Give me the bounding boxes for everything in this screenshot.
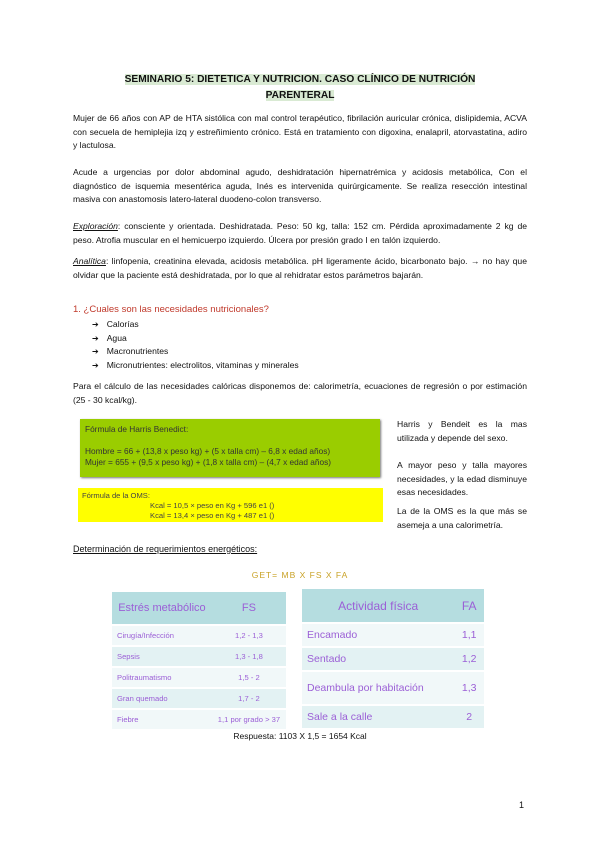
table-row (112, 668, 286, 687)
fs-table (112, 590, 286, 731)
cell: 1,2 - 1,3 (212, 626, 286, 645)
needs-list (92, 318, 299, 372)
list-item: ➔ Calorías (92, 318, 299, 332)
table-row (112, 647, 286, 666)
exploracion-label: Exploración (73, 221, 118, 231)
question-heading: 1. ¿Cuales son las necesidades nutricionales? (73, 304, 269, 315)
side-note-2: A mayor peso y talla mayores necesidades, y la edad disminuye esas necesidades. (397, 460, 527, 497)
table-row (112, 710, 286, 729)
cell: Gran quemado (112, 689, 212, 708)
oms-box (78, 488, 383, 522)
list-item: ➔ Micronutrientes: electrolitos, vitaminas y minerales (92, 359, 299, 373)
page-number: 1 (519, 800, 525, 810)
cell: Sentado (302, 648, 454, 670)
answer-text: Respuesta: 1103 X 1,5 = 1654 Kcal (233, 731, 367, 741)
exploracion-paragraph (73, 220, 527, 247)
case-paragraph-2: Acude a urgencias por dolor abdominal agudo, deshidratación hipernatrémica y acidosis metabólica, Con el diagnóstico de isquemia mesentérica aguda, Inés es intervenida quirúrgicamente. Se realiza resección intestinal masiva con anastomosis latero-lateral duodeno-colon transverso. (73, 167, 527, 204)
harris-mujer: Mujer = 655 + (9,5 x peso kg) + (1,8 x talla cm) – (4,7 x edad años) (85, 457, 332, 467)
table-row (112, 626, 286, 645)
cell: 1,2 (454, 648, 484, 670)
cell: Deambula por habitación (302, 672, 454, 704)
analitica-paragraph (73, 255, 527, 282)
cell: Cirugía/Infección (112, 626, 212, 645)
determination-heading: Determinación de requerimientos energéticos: (73, 544, 258, 554)
cell: Sale a la calle (302, 706, 454, 728)
cell: 1,1 (454, 624, 484, 646)
cell: 1,3 - 1,8 (212, 647, 286, 666)
harris-hombre: Hombre = 66 + (13,8 x peso kg) + (5 x talla cm) – 6,8 x edad años) (85, 446, 331, 456)
list-item: ➔ Agua (92, 332, 299, 346)
analitica-text: : linfopenia, creatinina elevada, acidosis metabólica. pH ligeramente ácido, bicarbonato bajo. → no hay que olvidar que la paciente está deshidratada, por lo que al rehidratar estos parámetros bajarán. (73, 256, 527, 280)
fa-table (302, 587, 484, 730)
fa-header-fa: FA (454, 589, 484, 622)
page-title (60, 72, 540, 104)
cell: Encamado (302, 624, 454, 646)
cell: 1,7 - 2 (212, 689, 286, 708)
title-line-2: PARENTERAL (265, 90, 335, 101)
harris-title: Fórmula de Harris Benedict: (85, 424, 189, 434)
cell: Sepsis (112, 647, 212, 666)
fa-header-activity: Actividad física (302, 589, 454, 622)
oms-line-2: Kcal = 13,4 × peso en Kg + 487 e1 () (150, 511, 275, 520)
side-note-3: La de la OMS es la que más se asemeja a una calorimetría. (397, 506, 527, 530)
cell: Fiebre (112, 710, 212, 729)
cell: 1,1 por grado > 37 (212, 710, 286, 729)
table-row (302, 624, 484, 646)
exploracion-text: : consciente y orientada. Deshidratada. Peso: 50 kg, talla: 152 cm. Pérdida aproximadamente 2 kg de peso. Atrofia muscular en el hemicuerpo izquierdo. Úlcera por presión grado I en talón izquierdo. (73, 221, 527, 245)
side-note-1: Harris y Bendeit es la mas utilizada y depende del sexo. (397, 419, 527, 443)
table-row (112, 689, 286, 708)
list-item: ➔ Macronutrientes (92, 345, 299, 359)
fs-header-stress: Estrés metabólico (112, 592, 212, 624)
fs-header-fs: FS (212, 592, 286, 624)
table-row (302, 648, 484, 670)
analitica-label: Analítica (73, 256, 106, 266)
cell: Politraumatismo (112, 668, 212, 687)
case-paragraph-1: Mujer de 66 años con AP de HTA sistólica con mal control terapéutico, fibrilación auricular crónica, dislipidemia, ACVA con secuela de hemiplejia izq y estreñimiento crónico. Está en tratamiento con digoxina, enalapril, atorvastatina, adiro y lactulosa. (73, 113, 527, 150)
table-row (302, 706, 484, 728)
caloric-paragraph: Para el cálculo de las necesidades calóricas disponemos de: calorimetría, ecuaciones de regresión o por estimación (25 - 30 kcal/kg). (73, 381, 527, 405)
cell: 2 (454, 706, 484, 728)
cell: 1,3 (454, 672, 484, 704)
oms-line-1: Kcal = 10,5 × peso en Kg + 596 e1 () (150, 501, 275, 510)
title-line-1: SEMINARIO 5: DIETETICA Y NUTRICION. CASO CLÍNICO DE NUTRICIÓN (124, 74, 476, 85)
get-formula: GET= MB X FS X FA (251, 570, 349, 580)
harris-benedict-box (80, 419, 380, 477)
oms-title: Fórmula de la OMS: (82, 491, 150, 500)
table-row (302, 672, 484, 704)
cell: 1,5 - 2 (212, 668, 286, 687)
